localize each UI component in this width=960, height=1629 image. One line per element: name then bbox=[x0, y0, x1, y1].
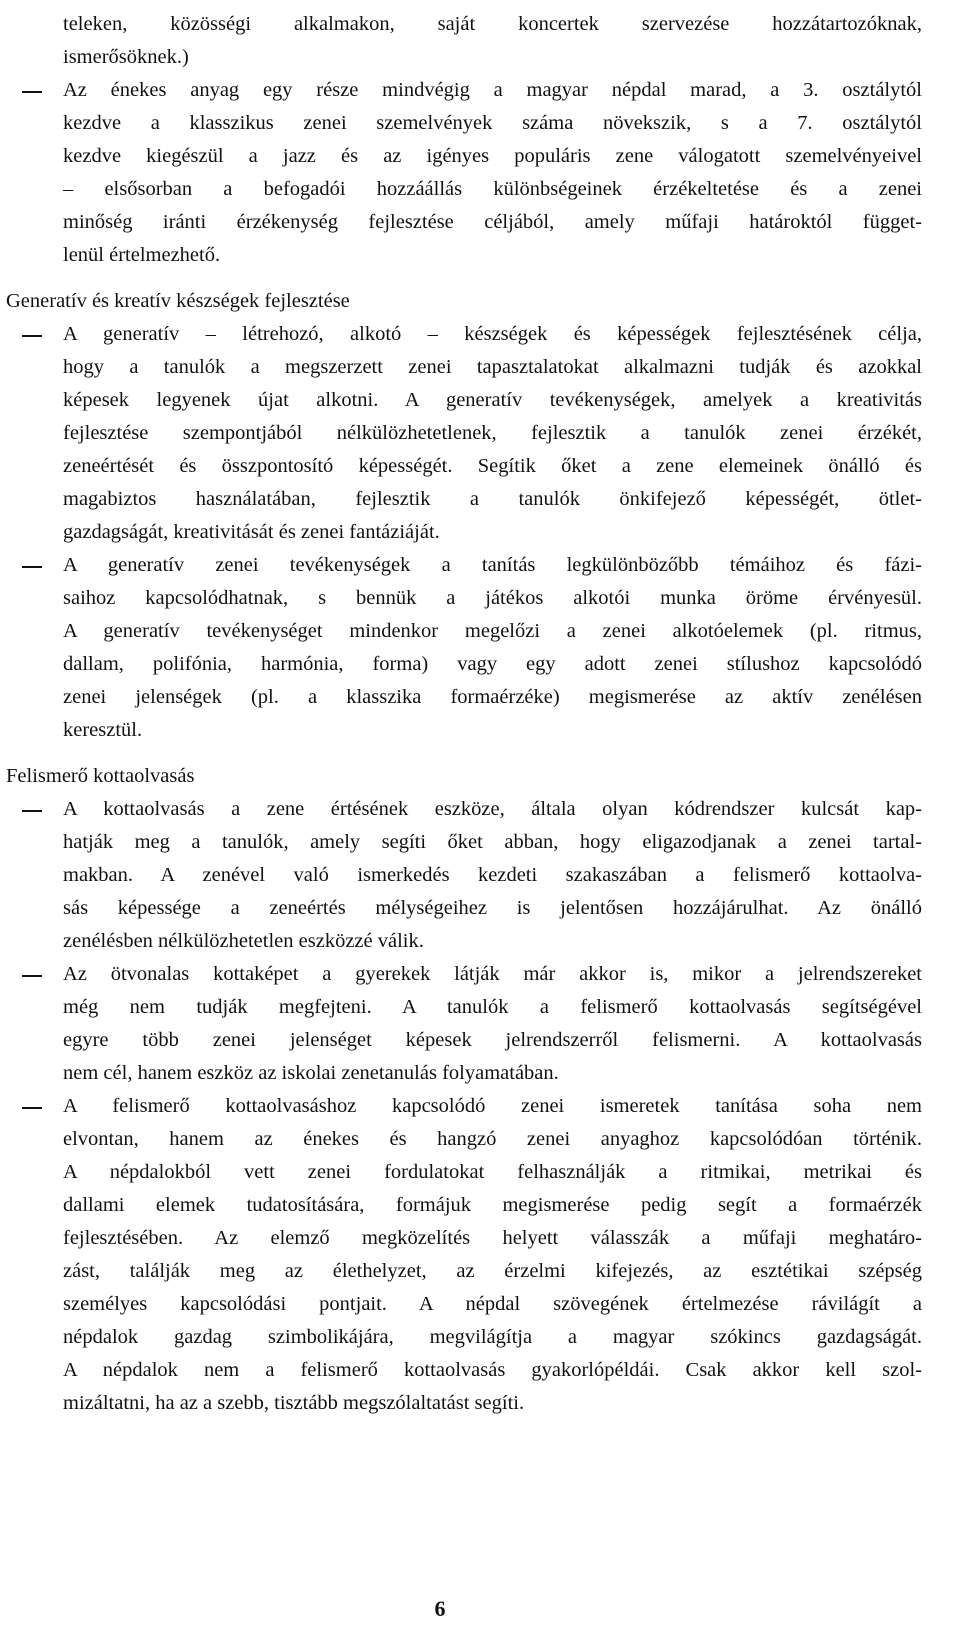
paragraph-line: sás képessége a zeneértés mélységeihez is jelentősen hozzájárulhat. Az önálló bbox=[63, 897, 922, 919]
page-number: 6 bbox=[434, 1596, 446, 1621]
paragraph-line: gazdagságát, kreativitását és zenei fantáziáját. bbox=[63, 521, 440, 543]
paragraph-line: elvontan, hanem az énekes és hangzó zenei anyaghoz kapcsolódóan történik. bbox=[63, 1128, 922, 1150]
list-dash-bullet bbox=[22, 91, 42, 93]
paragraph-line: zenei jelenségek (pl. a klasszika formaérzéke) megismerése az aktív zenélésen bbox=[63, 686, 922, 708]
paragraph-line: teleken, közösségi alkalmakon, saját koncertek szervezése hozzátartozóknak, bbox=[63, 13, 922, 35]
paragraph-line: ismerősöknek.) bbox=[63, 46, 189, 68]
paragraph-line: A kottaolvasás a zene értésének eszköze, általa olyan kódrendszer kulcsát kap- bbox=[63, 798, 922, 820]
list-dash-bullet bbox=[22, 335, 42, 337]
paragraph-line: még nem tudják megfejteni. A tanulók a felismerő kottaolvasás segítségével bbox=[63, 996, 922, 1018]
paragraph-line: A népdalok nem a felismerő kottaolvasás gyakorlópéldái. Csak akkor kell szol- bbox=[63, 1359, 922, 1381]
paragraph-line: lenül értelmezhető. bbox=[63, 244, 221, 266]
paragraph-line: népdalok gazdag szimbolikájára, megvilágítja a magyar szókincs gazdagságát. bbox=[63, 1326, 922, 1348]
paragraph-line: képesek legyenek újat alkotni. A generatív tevékenységek, amelyek a kreativitás bbox=[63, 389, 922, 411]
paragraph-line: kezdve kiegészül a jazz és az igényes populáris zene válogatott szemelvényeivel bbox=[63, 145, 922, 167]
paragraph-line: zenélésben nélkülözhetetlen eszközzé válik. bbox=[63, 930, 424, 952]
paragraph-line: zást, találják meg az élethelyzet, az érzelmi kifejezés, az esztétikai szépség bbox=[63, 1260, 922, 1282]
paragraph-line: hatják meg a tanulók, amely segíti őket abban, hogy eligazodjanak a zenei tartal- bbox=[63, 831, 922, 853]
paragraph-line: A generatív zenei tevékenységek a tanítás legkülönbözőbb témáihoz és fázi- bbox=[63, 554, 922, 576]
paragraph-line: magabiztos használatában, fejlesztik a tanulók önkifejező képességét, ötlet- bbox=[63, 488, 922, 510]
paragraph-line: kezdve a klasszikus zenei szemelvények száma növekszik, s a 7. osztálytól bbox=[63, 112, 922, 134]
paragraph-line: saihoz kapcsolódhatnak, s bennük a játékos alkotói munka öröme érvényesül. bbox=[63, 587, 922, 609]
paragraph-line: A felismerő kottaolvasáshoz kapcsolódó zenei ismeretek tanítása soha nem bbox=[63, 1095, 922, 1117]
paragraph-line: A generatív tevékenységet mindenkor megelőzi a zenei alkotóelemek (pl. ritmus, bbox=[63, 620, 922, 642]
paragraph-line: makban. A zenével való ismerkedés kezdeti szakaszában a felismerő kottaolva- bbox=[63, 864, 922, 886]
section-heading: Felismerő kottaolvasás bbox=[6, 765, 195, 787]
list-dash-bullet bbox=[22, 1107, 42, 1109]
paragraph-line: hogy a tanulók a megszerzett zenei tapasztalatokat alkalmazni tudják és azokkal bbox=[63, 356, 922, 378]
paragraph-line: Az ötvonalas kottaképet a gyerekek látják már akkor is, mikor a jelrendszereket bbox=[63, 963, 922, 985]
paragraph-line: egyre több zenei jelenséget képesek jelrendszerről felismerni. A kottaolvasás bbox=[63, 1029, 922, 1051]
section-heading: Generatív és kreatív készségek fejlesztése bbox=[6, 290, 350, 312]
list-dash-bullet bbox=[22, 810, 42, 812]
paragraph-line: fejlesztésében. Az elemző megközelítés helyett válasszák a műfaji meghatáro- bbox=[63, 1227, 922, 1249]
paragraph-line: dallam, polifónia, harmónia, forma) vagy egy adott zenei stílushoz kapcsolódó bbox=[63, 653, 922, 675]
paragraph-line: személyes kapcsolódási pontjait. A népdal szövegének értelmezése rávilágít a bbox=[63, 1293, 922, 1315]
paragraph-line: fejlesztése szempontjából nélkülözhetetlenek, fejlesztik a tanulók zenei érzékét, bbox=[63, 422, 922, 444]
paragraph-line: mizáltatni, ha az a szebb, tisztább megszólaltatást segíti. bbox=[63, 1392, 525, 1414]
paragraph-line: A népdalokból vett zenei fordulatokat felhasználják a ritmikai, metrikai és bbox=[63, 1161, 922, 1183]
paragraph-line: A generatív – létrehozó, alkotó – készségek és képességek fejlesztésének célja, bbox=[63, 323, 922, 345]
paragraph-line: Az énekes anyag egy része mindvégig a magyar népdal marad, a 3. osztálytól bbox=[63, 79, 922, 101]
paragraph-line: zeneértését és összpontosító képességét. Segítik őket a zene elemeinek önálló és bbox=[63, 455, 922, 477]
paragraph-line: dallami elemek tudatosítására, formájuk megismerése pedig segít a formaérzék bbox=[63, 1194, 922, 1216]
paragraph-line: keresztül. bbox=[63, 719, 143, 741]
paragraph-line: – elsősorban a befogadói hozzáállás különbségeinek érzékeltetése és a zenei bbox=[63, 178, 922, 200]
list-dash-bullet bbox=[22, 566, 42, 568]
paragraph-line: nem cél, hanem eszköz az iskolai zenetanulás folyamatában. bbox=[63, 1062, 559, 1084]
paragraph-line: minőség iránti érzékenység fejlesztése céljából, amely műfaji határoktól függet- bbox=[63, 211, 922, 233]
list-dash-bullet bbox=[22, 975, 42, 977]
